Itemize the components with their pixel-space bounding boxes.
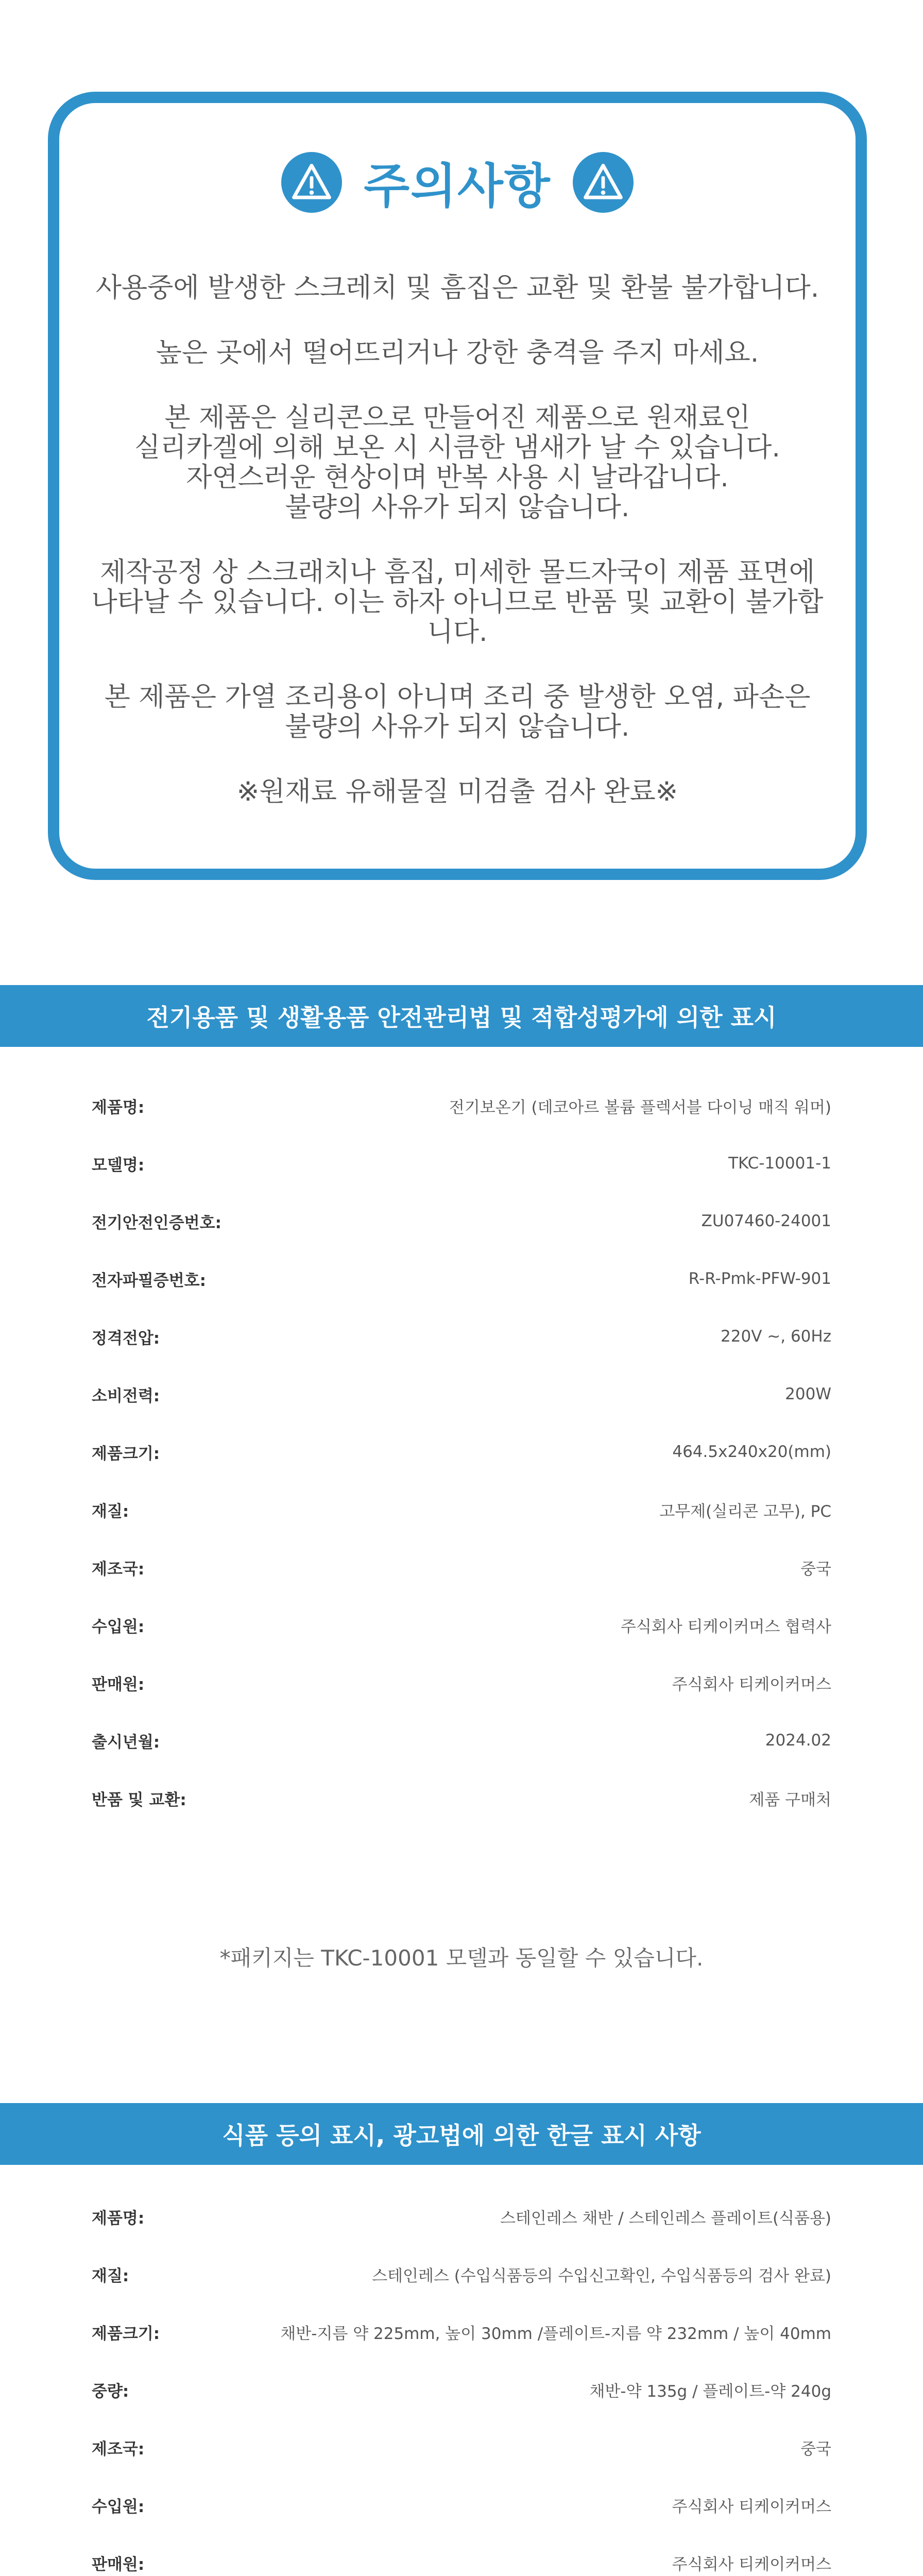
table-row (0, 2361, 923, 2418)
caution-paragraph (80, 557, 835, 647)
row-value: 고무제(실리콘 고무), PC (659, 1502, 831, 1521)
table-row (0, 1481, 923, 1538)
caution-line: 나타날 수 있습니다. 이는 하자 아니므로 반품 및 교환이 불가합니다. (91, 587, 824, 648)
row-label: 전기안전인증번호: (92, 1213, 221, 1232)
table-row (0, 1365, 923, 1423)
row-value: 주식회사 티케이커머스 협력사 (620, 1617, 831, 1636)
table-row (0, 2188, 923, 2245)
row-label: 중량: (92, 2382, 129, 2401)
row-label: 재질: (92, 2266, 129, 2285)
row-label: 출시년월: (92, 1733, 160, 1752)
caution-title: 주의사항 (364, 159, 551, 214)
table-row (0, 2418, 923, 2476)
row-value: 200W (785, 1385, 831, 1403)
row-value: 주식회사 티케이커머스 (672, 2497, 831, 2516)
row-value: 2024.02 (765, 1731, 831, 1750)
row-value: 채반-지름 약 225mm, 높이 30mm /플레이트-지름 약 232mm / 높이 40mm (280, 2324, 831, 2343)
caution-line: 불량의 사유가 되지 않습니다. (285, 492, 630, 523)
row-value: 중국 (800, 1560, 831, 1579)
caution-paragraph (80, 273, 835, 303)
table-row (0, 1538, 923, 1596)
warning-triangle-icon (573, 152, 634, 213)
table-row (0, 1423, 923, 1481)
row-value: 주식회사 티케이커머스 (672, 1675, 831, 1694)
table-row (0, 1654, 923, 1711)
row-value: ZU07460-24001 (701, 1212, 831, 1230)
row-value: 전기보온기 (데코아르 볼륨 플렉서블 다이닝 매직 워머) (449, 1098, 831, 1117)
row-value: 제품 구매처 (749, 1790, 831, 1809)
row-label: 정격전압: (92, 1329, 160, 1348)
table-row (0, 2245, 923, 2303)
table-row (0, 2476, 923, 2534)
caution-paragraph (80, 682, 835, 742)
caution-line: 높은 곳에서 떨어뜨리거나 강한 충격을 주지 마세요. (156, 337, 759, 368)
caution-line: 본 제품은 가열 조리용이 아니며 조리 중 발생한 오염, 파손은 (104, 682, 811, 713)
row-value: 채반-약 135g / 플레이트-약 240g (589, 2382, 831, 2401)
row-value: 스테인레스 (수입식품등의 수입신고확인, 수입식품등의 검사 완료) (372, 2266, 831, 2285)
caution-header (59, 148, 856, 216)
row-label: 재질: (92, 1502, 129, 1521)
row-label: 제품크기: (92, 1444, 160, 1463)
row-label: 제품크기: (92, 2324, 160, 2343)
row-value: TKC-10001-1 (728, 1154, 831, 1173)
row-label: 수입원: (92, 1617, 145, 1636)
row-label: 소비전력: (92, 1386, 160, 1405)
table-row (0, 1596, 923, 1654)
row-value: 220V ~, 60Hz (721, 1327, 831, 1346)
caution-paragraph (80, 777, 835, 807)
section-title: 식품 등의 표시, 광고법에 의한 한글 표시 사항 (222, 2122, 701, 2149)
row-label: 제조국: (92, 1560, 145, 1579)
warning-triangle-icon (281, 152, 342, 213)
row-label: 제품명: (92, 2209, 145, 2228)
caution-body (80, 273, 835, 842)
table-row (0, 1250, 923, 1308)
caution-box (48, 92, 867, 880)
caution-paragraph (80, 403, 835, 522)
section-title: 전기용품 및 생활용품 안전관리법 및 적합성평가에 의한 표시 (146, 1004, 777, 1031)
row-label: 반품 및 교환: (92, 1790, 186, 1809)
row-label: 전자파필증번호: (92, 1271, 207, 1290)
row-label: 수입원: (92, 2497, 145, 2516)
section-header-food-1 (0, 2103, 923, 2165)
caution-line: 제작공정 상 스크래치나 흠집, 미세한 몰드자국이 제품 표면에 (99, 557, 815, 588)
table-row (0, 1134, 923, 1192)
table-row (0, 1711, 923, 1769)
caution-line: 본 제품은 실리콘으로 만들어진 제품으로 원재료인 (164, 402, 750, 433)
caution-line: 사용중에 발생한 스크레치 및 흠집은 교환 및 환불 불가합니다. (95, 273, 819, 303)
row-value: 중국 (800, 2439, 831, 2459)
row-value: R-R-Pmk-PFW-901 (688, 1269, 831, 1288)
row-value: 스테인레스 채반 / 스테인레스 플레이트(식품용) (500, 2209, 831, 2228)
table-row (0, 1769, 923, 1827)
row-label: 판매원: (92, 1675, 145, 1694)
row-value: 주식회사 티케이커머스 (672, 2555, 831, 2574)
caution-line: 자연스러운 현상이며 반복 사용 시 날라갑니다. (186, 462, 729, 493)
table-row (0, 1192, 923, 1250)
row-value: 464.5x240x20(mm) (672, 1443, 831, 1461)
caution-paragraph (80, 338, 835, 368)
caution-line: 불량의 사유가 되지 않습니다. (285, 711, 630, 742)
row-label: 판매원: (92, 2555, 145, 2574)
caution-line: ※원재료 유해물질 미검출 검사 완료※ (236, 776, 678, 807)
table-row (0, 1077, 923, 1134)
info-table-food-1 (0, 2188, 923, 2576)
caution-line: 실리카겔에 의해 보온 시 시큼한 냄새가 날 수 있습니다. (134, 432, 780, 463)
table-row (0, 1308, 923, 1365)
table-row (0, 2534, 923, 2576)
table-row (0, 2303, 923, 2361)
info-table-electrical (0, 1077, 923, 1827)
section-header-electrical (0, 985, 923, 1047)
row-label: 모델명: (92, 1156, 145, 1175)
row-label: 제조국: (92, 2439, 145, 2459)
package-note: *패키지는 TKC-10001 모델과 동일할 수 있습니다. (219, 1945, 704, 1971)
row-label: 제품명: (92, 1098, 145, 1117)
